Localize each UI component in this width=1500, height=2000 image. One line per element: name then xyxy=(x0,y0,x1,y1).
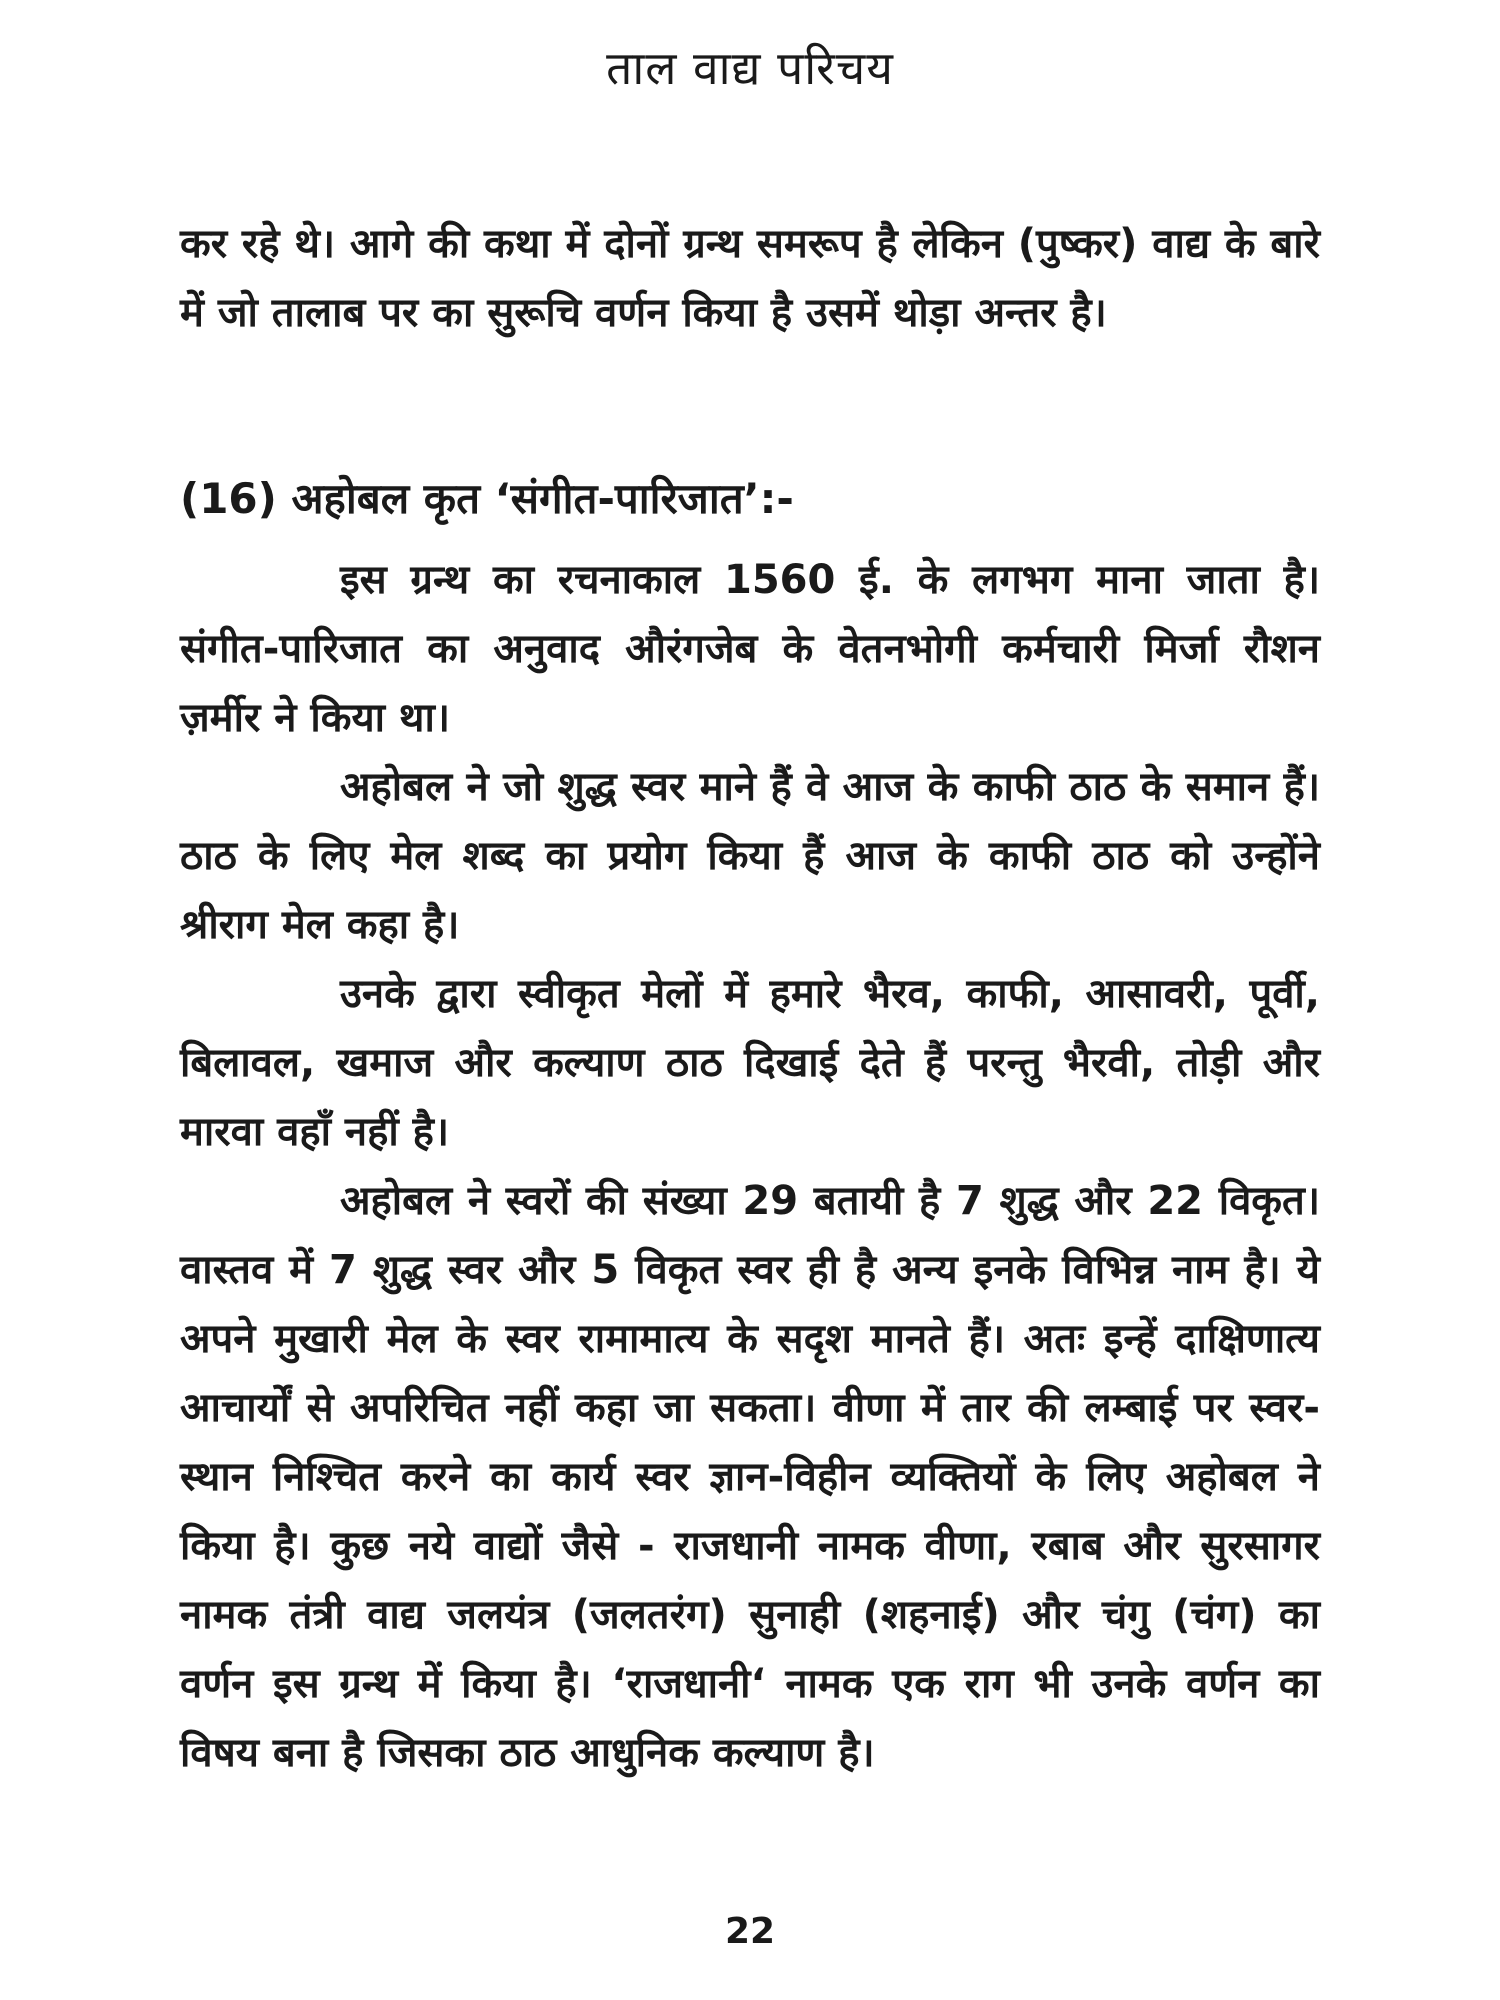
paragraph-composition-date: इस ग्रन्थ का रचनाकाल 1560 ई. के लगभग माना जाता है। संगीत-पारिजात का अनुवाद औरंगजेब के वेतनभोगी कर्मचारी मिर्जा रौशन ज़र्मीर ने किया था। xyxy=(180,557,1320,741)
section-body xyxy=(180,546,1320,1788)
paragraph-accepted-mels: उनके द्वारा स्वीकृत मेलों में हमारे भैरव, काफी, आसावरी, पूर्वी, बिलावल, खमाज और कल्याण ठाठ दिखाई देते हैं परन्तु भैरवी, तोड़ी और मारवा वहाँ नहीं है। xyxy=(180,971,1320,1155)
paragraph-shuddha-swar: अहोबल ने जो शुद्ध स्वर माने हैं वे आज के काफी ठाठ के समान हैं। ठाठ के लिए मेल शब्द का प्रयोग किया हैं आज के काफी ठाठ को उन्होंने श्रीराग मेल कहा है। xyxy=(180,764,1320,948)
intro-paragraph: कर रहे थे। आगे की कथा में दोनों ग्रन्थ समरूप है लेकिन (पुष्कर) वाद्य के बारे में जो तालाब पर का सुरूचि वर्णन किया है उसमें थोड़ा अन्तर है। xyxy=(180,221,1320,336)
running-header: ताल वाद्य परिचय xyxy=(606,41,894,95)
paragraph-swar-count: अहोबल ने स्वरों की संख्या 29 बतायी है 7 शुद्ध और 22 विकृत। वास्तव में 7 शुद्ध स्वर और 5 विकृत स्वर ही है अन्य इनके विभिन्न नाम है। ये अपने मुखारी मेल के स्वर रामामात्य के सदृश मानते हैं। अतः इन्हें दाक्षिणात्य आचार्यों से अपरिचित नहीं कहा जा सकता। वीणा में तार की लम्बाई पर स्वर-स्थान निश्चित करने का कार्य स्वर ज्ञान-विहीन व्यक्तियों के लिए अहोबल ने किया है। कुछ नये वाद्यों जैसे - राजधानी नामक वीणा, रबाब और सुरसागर नामक तंत्री वाद्य जलयंत्र (जलतरंग) सुनाही (शहनाई) और चंगु (चंग) का वर्णन इस ग्रन्थ में किया है। ‘राजधानी‘ नामक एक राग भी उनके वर्णन का विषय बना है जिसका ठाठ आधुनिक कल्याण है। xyxy=(180,1178,1320,1776)
intro-continuation xyxy=(180,210,1320,348)
page-number: 22 xyxy=(724,1911,776,1952)
section-heading: (16) अहोबल कृत ‘संगीत-पारिजात’:- xyxy=(180,474,794,523)
